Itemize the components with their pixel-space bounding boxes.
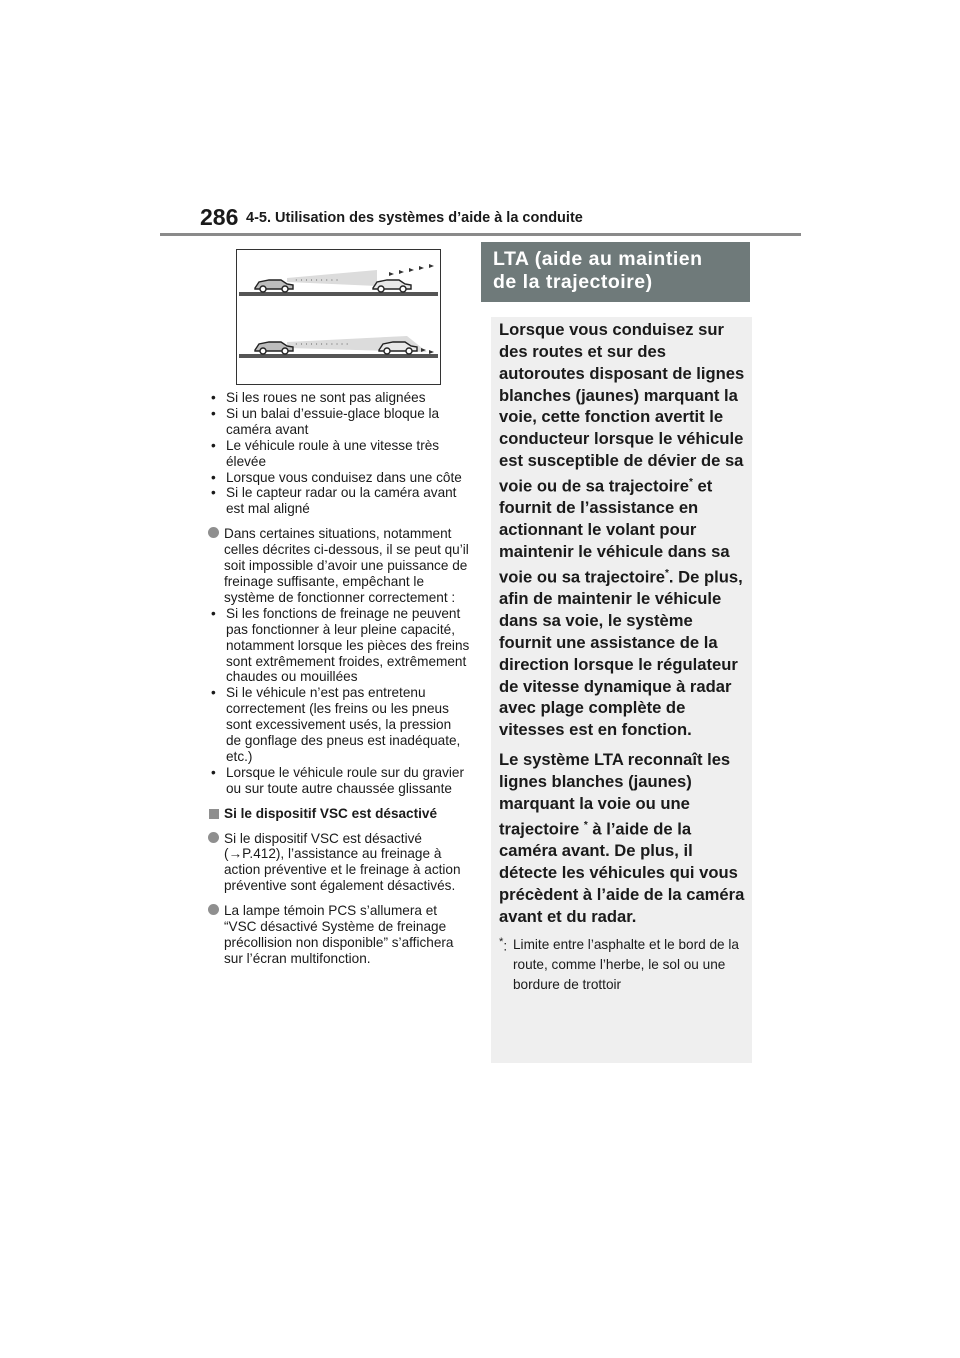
page-number: 286 — [200, 204, 239, 230]
page-header — [196, 204, 806, 236]
car-radar-diagram-icon — [237, 250, 440, 384]
list-item: • Si les roues ne sont pas alignées — [211, 390, 426, 405]
paragraph-pcs-lamp: La lampe témoin PCS s’allumera et “VSC désactivé Système de freinage précollision non disponible” s’affichera sur l’écran multifonction. — [208, 903, 470, 967]
subheading-vsc-off: Si le dispositif VSC est désactivé — [208, 806, 470, 822]
lta-section-title: LTA (aide au maintien de la trajectoire) — [481, 242, 750, 302]
list-item: • Lorsque vous conduisez dans une côte — [211, 469, 462, 485]
list-item: • Si le véhicule n’est pas entretenu correctement (les freins ou les pneus sont excessivement usés, la pression de gonflage des pneus est inadéquate, etc.) — [211, 685, 461, 764]
left-column — [208, 390, 470, 967]
section-title: 4-5. Utilisation des systèmes d’aide à la conduite — [246, 210, 583, 226]
header-divider — [160, 233, 801, 236]
lta-description-box — [491, 317, 752, 1063]
lta-paragraph-2: Le système LTA reconnaît les lignes blanches (jaunes) marquant la voie ou une trajectoire * à l’aide de la caméra avant. De plus, il détecte les véhicules qui vous précèdent à l’aide de la caméra avant et du radar. — [499, 750, 745, 926]
svg-text:· · · · · · · · ·: · · · · · · · · · — [295, 276, 339, 285]
lta-paragraph-1: Lorsque vous conduisez sur des routes et sur des autoroutes disposant de lignes blanches (jaunes) marquant la voie, cette fonction avertit le conducteur lorsque le véhicule est susceptible de dévier de sa voie ou de sa trajectoire* et fournit de l’assistance en actionnant le volant pour maintenir le véhicule dans sa voie ou sa trajectoire*. De plus, afin de maintenir le véhicule dans sa voie, le système fournit une assistance de la direction lorsque le régulateur de vitesse dynamique à radar avec plage complète de vitesses est en fonction. — [499, 320, 745, 740]
list-item: • Si les fonctions de freinage ne peuvent pas fonctionner à leur pleine capacité, notamment lorsque les pièces des freins sont extrêmement froides, extrêmement chaudes ou mouillées — [211, 605, 470, 685]
paragraph-insufficient-braking: Dans certaines situations, notamment celles décrites ci-dessous, il se peut qu’il soit impossible d’avoir une puissance de freinage suffisante, empêchant le système de fonctionner correctement : — [208, 526, 470, 606]
circle-bullet-icon — [208, 904, 219, 915]
paragraph-vsc-off: Si le dispositif VSC est désactivé (→P.412), l’assistance au freinage à action préventive et le freinage à action préventive sont également désactivés. — [208, 831, 470, 895]
svg-text:· · · · · · · · · · ·: · · · · · · · · · · · — [295, 340, 349, 349]
circle-bullet-icon — [208, 832, 219, 843]
list-item: • Le véhicule roule à une vitesse très élevée — [211, 437, 440, 469]
list-item: • Si un balai d’essuie-glace bloque la caméra avant — [211, 405, 440, 437]
lta-footnote: *: Limite entre l’asphalte et le bord de la route, comme l’herbe, le sol ou une bordure de trottoir — [499, 936, 739, 993]
list-item: • Lorsque le véhicule roule sur du gravier ou sur toute autre chaussée glissante — [211, 764, 465, 796]
list-item: • Si le capteur radar ou la caméra avant est mal aligné — [211, 485, 457, 517]
circle-bullet-icon — [208, 527, 219, 538]
radar-illustration — [236, 249, 441, 385]
square-bullet-icon — [209, 809, 219, 819]
